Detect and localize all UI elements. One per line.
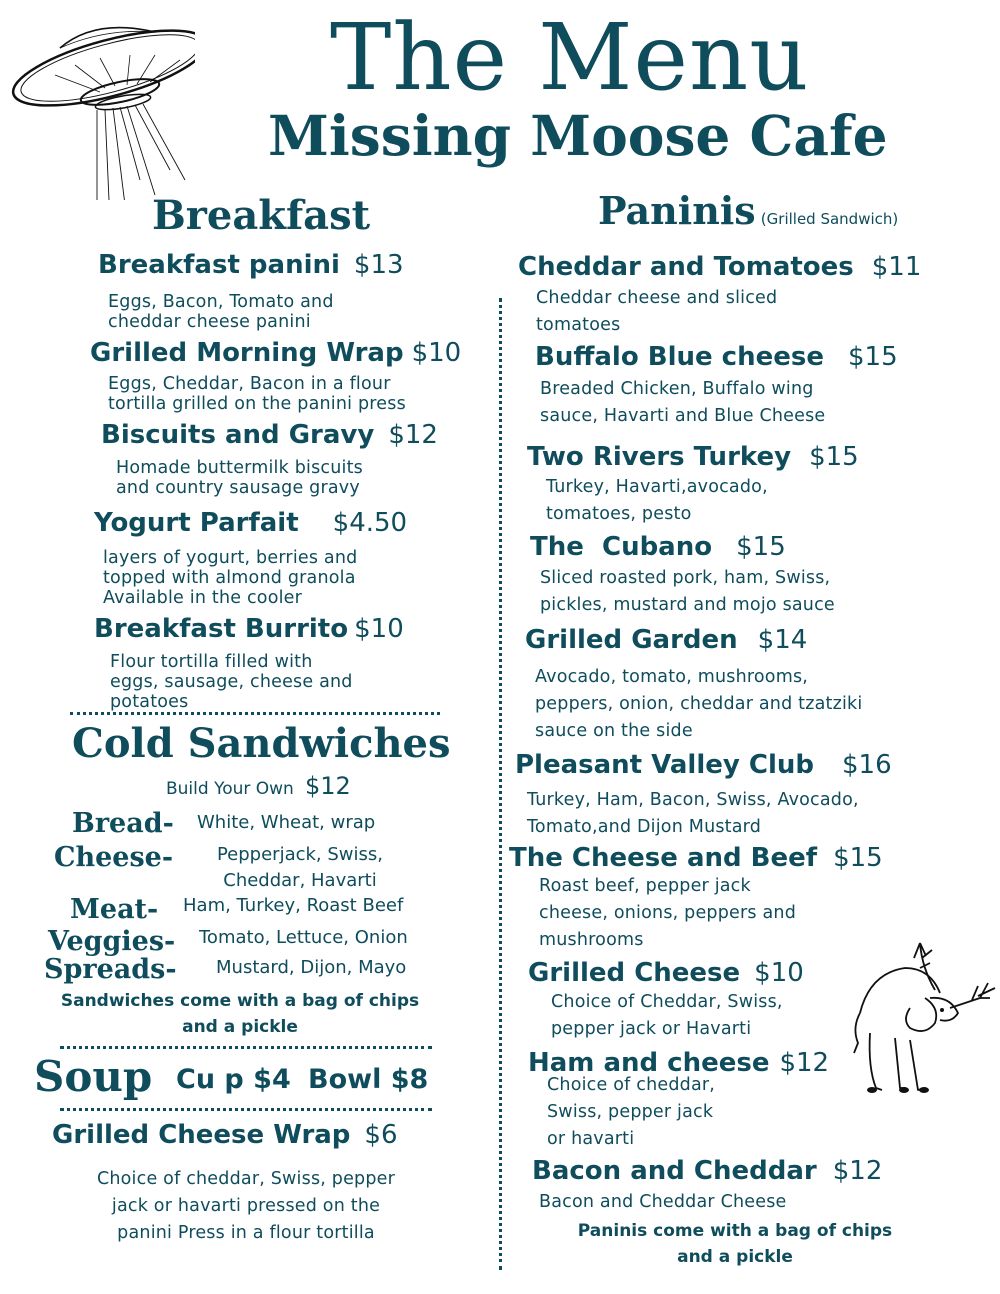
build-your-own (166, 772, 351, 800)
item-description: Sliced roasted pork, ham, Swiss, pickles, mustard and mojo sauce (540, 568, 835, 615)
item-price: $14 (757, 625, 808, 655)
item-description: Avocado, tomato, mushrooms, peppers, onion, cheddar and tzatziki sauce on the side (535, 667, 863, 741)
item-price: $13 (353, 250, 404, 280)
section-divider (60, 1046, 432, 1049)
item-description: Choice of cheddar, Swiss, pepper jack or havarti pressed on the panini Press in a flour tortilla (96, 1169, 396, 1243)
item-description: Breaded Chicken, Buffalo wing sauce, Havarti and Blue Cheese (540, 379, 826, 426)
menu-item-grilled-cheese (528, 960, 804, 986)
menu-item-two-rivers-turkey (527, 444, 859, 470)
item-price: $10 (411, 338, 462, 368)
paninis-heading: Paninis (598, 188, 756, 233)
item-price: $4.50 (332, 508, 408, 538)
menu-item-pleasant-valley-club (515, 752, 892, 778)
option-label-veggies: Veggies- (48, 926, 176, 957)
item-name: Grilled Garden (525, 625, 738, 655)
paninis-subheading: (Grilled Sandwich) (760, 210, 899, 228)
item-name: Biscuits and Gravy (101, 420, 375, 450)
menu-item-the-cheese-and-beef (509, 845, 883, 871)
item-name: Breakfast panini (98, 250, 340, 280)
section-divider (60, 1108, 432, 1111)
item-price: $10 (754, 958, 804, 988)
item-name: Breakfast Burrito (94, 614, 349, 644)
item-price: $12 (388, 420, 438, 450)
option-values-spreads: Mustard, Dijon, Mayo (216, 957, 407, 978)
menu-item-buffalo-blue-cheese (535, 344, 898, 370)
option-values-veggies: Tomato, Lettuce, Onion (199, 927, 408, 948)
cold-sandwiches-note: Sandwiches come with a bag of chips and a pickle (60, 991, 420, 1037)
soup-heading: Soup (34, 1052, 153, 1101)
ufo-icon (5, 10, 195, 200)
item-description: Bacon and Cheddar Cheese (539, 1192, 787, 1212)
paninis-header (598, 188, 899, 233)
menu-item-cheddar-and-tomatoes (518, 254, 921, 280)
soup-cup-price: Cu p $4 (176, 1064, 291, 1095)
item-name: Bacon and Cheddar (532, 1156, 817, 1186)
item-description: Roast beef, pepper jack cheese, onions, peppers and mushrooms (539, 876, 797, 950)
option-label-bread: Bread- (72, 808, 174, 839)
item-description: layers of yogurt, berries and topped with almond granola Available in the cooler (103, 548, 358, 608)
cold-sandwiches-heading: Cold Sandwiches (72, 720, 451, 767)
paninis-note: Paninis come with a bag of chips and a pickle (577, 1221, 893, 1267)
menu-title: The Menu (330, 4, 810, 111)
item-description: Cheddar cheese and sliced tomatoes (536, 288, 778, 335)
ufo-illustration (5, 10, 195, 200)
item-name: Grilled Cheese (528, 958, 741, 988)
item-description: Eggs, Cheddar, Bacon in a flour tortilla grilled on the panini press (108, 374, 406, 414)
item-price: $12 (779, 1048, 830, 1078)
menu-item-the-cubano (530, 534, 786, 560)
menu-item-grilled-cheese-wrap (52, 1122, 398, 1148)
item-name: The Cheese and Beef (509, 843, 818, 873)
breakfast-heading: Breakfast (152, 192, 371, 239)
item-description: Choice of cheddar, Swiss, pepper jack or havarti (547, 1075, 716, 1149)
item-name: Buffalo Blue cheese (535, 342, 824, 372)
item-name: The Cubano (530, 532, 713, 562)
item-price: $6 (364, 1120, 398, 1150)
build-label: Build Your Own (166, 779, 294, 799)
option-label-cheese: Cheese- (54, 842, 174, 873)
item-price: $11 (871, 252, 922, 282)
menu-item-yogurt-parfait (94, 510, 407, 536)
menu-item-grilled-garden (525, 627, 807, 653)
item-description: Homade buttermilk biscuits and country sausage gravy (116, 458, 363, 498)
option-values-meat: Ham, Turkey, Roast Beef (183, 895, 404, 916)
item-name: Ham and cheese (528, 1048, 770, 1078)
option-values-cheese: Pepperjack, Swiss, Cheddar, Havarti (216, 844, 384, 891)
item-description: Turkey, Havarti,avocado, tomatoes, pesto (546, 477, 768, 524)
item-price: $15 (809, 442, 859, 472)
column-divider (499, 298, 502, 1270)
option-values-bread: White, Wheat, wrap (197, 812, 376, 833)
item-price: $12 (832, 1156, 883, 1186)
item-name: Two Rivers Turkey (527, 442, 792, 472)
menu-item-grilled-morning-wrap (90, 340, 461, 366)
option-label-spreads: Spreads- (44, 954, 177, 985)
item-name: Cheddar and Tomatoes (518, 252, 854, 282)
cafe-name: Missing Moose Cafe (268, 103, 888, 168)
section-divider (70, 712, 440, 715)
item-price: $16 (841, 750, 892, 780)
build-price: $12 (304, 772, 351, 800)
item-name: Grilled Cheese Wrap (52, 1120, 351, 1150)
item-description: Flour tortilla filled with eggs, sausage, cheese and potatoes (110, 652, 353, 712)
menu-item-breakfast-burrito (94, 616, 404, 642)
soup-bowl-price: Bowl $8 (308, 1064, 429, 1095)
item-name: Yogurt Parfait (94, 508, 299, 538)
item-price: $15 (736, 532, 786, 562)
option-label-meat: Meat- (70, 894, 159, 925)
item-description: Turkey, Ham, Bacon, Swiss, Avocado, Tomato,and Dijon Mustard (527, 790, 859, 837)
moose-icon (840, 928, 1000, 1098)
menu-item-breakfast-panini (98, 252, 404, 278)
moose-illustration (840, 928, 1000, 1098)
menu-item-bacon-and-cheddar (532, 1158, 882, 1184)
item-description: Eggs, Bacon, Tomato and cheddar cheese panini (108, 292, 334, 332)
item-price: $10 (354, 614, 404, 644)
item-price: $15 (847, 342, 898, 372)
item-name: Grilled Morning Wrap (90, 338, 404, 368)
item-description: Choice of Cheddar, Swiss, pepper jack or Havarti (551, 992, 783, 1039)
item-price: $15 (833, 843, 883, 873)
item-name: Pleasant Valley Club (515, 750, 814, 780)
menu-item-biscuits-and-gravy (101, 422, 438, 448)
